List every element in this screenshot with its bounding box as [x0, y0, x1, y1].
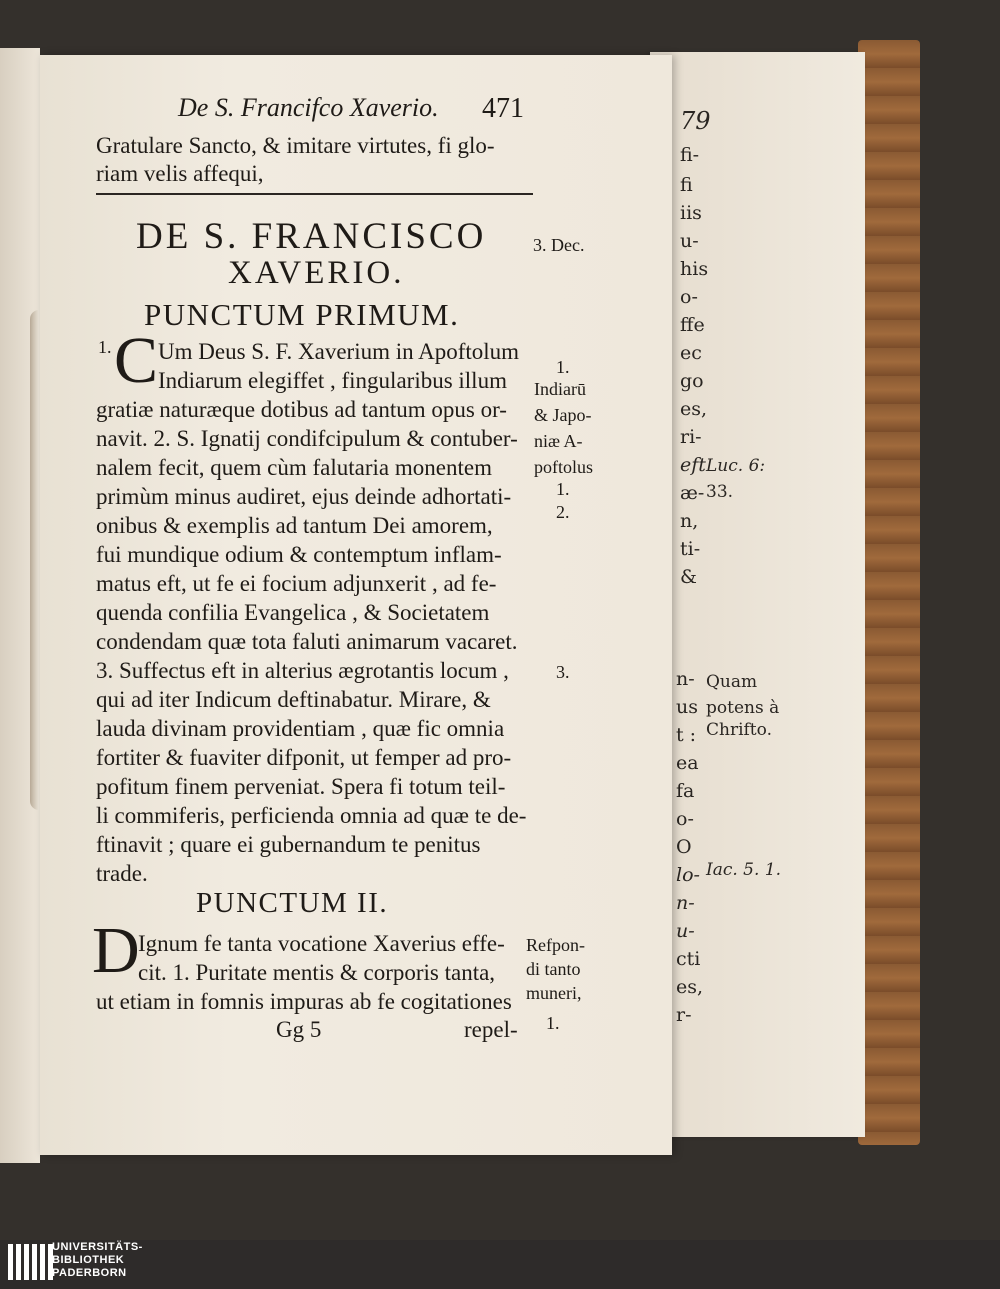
back-fragment: cti	[676, 948, 701, 970]
book-page	[40, 55, 672, 1155]
back-margin-note: Chrifto.	[706, 720, 772, 740]
underlying-page	[650, 52, 865, 1137]
catchword: repel-	[464, 1017, 518, 1042]
back-fragment: n-	[676, 892, 695, 914]
back-fragment: &	[680, 566, 697, 588]
margin-note: 2.	[556, 502, 570, 522]
back-margin-note: Iac. 5. 1.	[706, 860, 782, 880]
back-fragment: go	[680, 370, 704, 392]
text-line: cit. 1. Puritate mentis & corporis tanta,	[138, 960, 496, 985]
back-fragment: o-	[676, 808, 694, 830]
margin-note: niæ A-	[534, 431, 583, 451]
back-page-number: 79	[680, 107, 711, 135]
text-line: trade.	[96, 861, 148, 886]
text-line: riam velis affequi,	[96, 161, 264, 186]
chapter-title-line2: XAVERIO.	[228, 255, 405, 291]
back-fragment: ec	[680, 342, 702, 364]
text-line: fui mundique odium & contemptum inflam-	[96, 542, 502, 567]
book-cover-edge	[858, 40, 920, 1145]
logo-line: PADERBORN	[52, 1267, 127, 1279]
text-line: nalem fecit, quem cùm falutaria monentem	[96, 455, 492, 480]
running-header: De S. Francifco Xaverio.	[178, 93, 439, 122]
back-fragment: o-	[680, 286, 698, 308]
library-logo-icon	[8, 1244, 53, 1280]
margin-note: muneri,	[526, 983, 582, 1003]
back-margin-note: Quam	[706, 672, 758, 692]
chapter-title: DE S. FRANCISCO	[136, 216, 487, 257]
text-line: primùm minus audiret, ejus deinde adhortati-	[96, 484, 512, 509]
text-line: fortiter & fuaviter difponit, ut femper ad pro-	[96, 745, 512, 770]
back-fragment: fi-	[680, 144, 700, 166]
text-line: condendam quæ tota faluti animarum vacaret.	[96, 629, 518, 654]
back-fragment: ffe	[680, 314, 705, 336]
drop-cap: D	[92, 914, 140, 987]
back-fragment: ti-	[680, 538, 701, 560]
date-note: 3. Dec.	[533, 235, 585, 255]
back-fragment: us	[676, 696, 698, 718]
drop-cap: C	[114, 324, 159, 397]
back-fragment: n-	[676, 668, 695, 690]
section-title: PUNCTUM II.	[196, 887, 389, 919]
back-fragment: O	[676, 836, 692, 858]
text-line: li commiferis, perficienda omnia ad quæ te de-	[96, 803, 527, 828]
back-fragment: lo-	[676, 864, 700, 886]
back-fragment: n,	[680, 510, 699, 532]
margin-note: Indiarū	[534, 379, 586, 399]
margin-note: poftolus	[534, 457, 594, 477]
logo-line: UNIVERSITÄTS-	[52, 1241, 143, 1253]
margin-note: 1.	[556, 357, 570, 377]
paragraph-marker: 1.	[98, 337, 112, 357]
section-title: PUNCTUM PRIMUM.	[144, 297, 460, 332]
back-fragment: eft	[680, 454, 706, 476]
section-divider	[96, 193, 533, 195]
text-line: gratiæ naturæque dotibus ad tantum opus or-	[96, 397, 507, 422]
text-line: Indiarum elegiffet , fingularibus illum	[158, 368, 507, 393]
back-margin-note: Luc. 6:	[706, 456, 766, 476]
page-number: 471	[482, 93, 524, 124]
text-line: Gratulare Sancto, & imitare virtutes, fi glo-	[96, 133, 495, 158]
back-fragment: æ-	[680, 482, 705, 504]
text-line: 3. Suffectus eft in alterius ægrotantis locum ,	[96, 658, 509, 683]
text-line: lauda divinam providentiam , quæ fic omnia	[96, 716, 505, 741]
back-fragment: ea	[676, 752, 699, 774]
back-margin-note: potens à	[706, 698, 780, 718]
text-line: ut etiam in fomnis impuras ab fe cogitationes	[96, 989, 512, 1014]
back-fragment: fa	[676, 780, 695, 802]
back-margin-note: 33.	[706, 482, 734, 502]
library-logo-text	[52, 1241, 143, 1280]
back-fragment: u-	[680, 230, 699, 252]
margin-note: 3.	[556, 662, 570, 682]
text-line: ftinavit ; quare ei gubernandum te penitus	[96, 832, 481, 857]
text-line: onibus & exemplis ad tantum Dei amorem,	[96, 513, 493, 538]
back-fragment: fi	[680, 174, 693, 196]
back-fragment: r-	[676, 1004, 692, 1026]
back-fragment: iis	[680, 202, 702, 224]
back-fragment: es,	[680, 398, 708, 420]
text-line: Um Deus S. F. Xaverium in Apoftolum	[158, 339, 520, 364]
text-line: navit. 2. S. Ignatij condifcipulum & contuber-	[96, 426, 518, 451]
margin-note: di tanto	[526, 959, 581, 979]
footer-bar	[0, 1240, 1000, 1289]
margin-note: 1.	[556, 479, 570, 499]
text-line: qui ad iter Indicum deftinabatur. Mirare, &	[96, 687, 491, 712]
text-line: quenda confilia Evangelica , & Societatem	[96, 600, 490, 625]
text-line: matus eft, ut fe ei focium adjunxerit , ad fe-	[96, 571, 497, 596]
back-fragment: u-	[676, 920, 695, 942]
text-line: pofitum finem perveniat. Spera fi totum teil-	[96, 774, 506, 799]
back-fragment: ri-	[680, 426, 702, 448]
back-fragment: es,	[676, 976, 704, 998]
margin-note: 1.	[546, 1013, 560, 1033]
text-line: Ignum fe tanta vocatione Xaverius effe-	[138, 931, 505, 956]
logo-line: BIBLIOTHEK	[52, 1254, 125, 1266]
margin-note: Refpon-	[526, 935, 585, 955]
back-fragment: his	[680, 258, 709, 280]
back-fragment: t :	[676, 724, 697, 746]
margin-note: & Japo-	[534, 405, 592, 425]
signature-mark: Gg 5	[276, 1017, 322, 1042]
